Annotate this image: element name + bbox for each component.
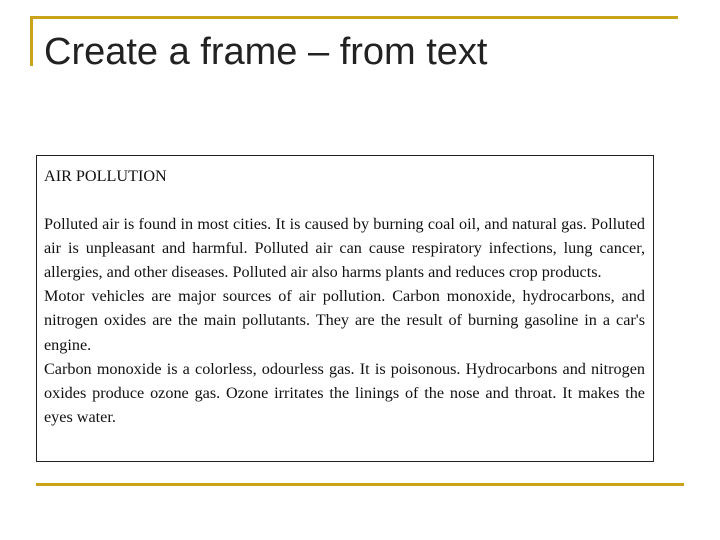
footer-rule (36, 483, 684, 486)
slide-title: Create a frame – from text (44, 31, 488, 73)
text-frame[interactable] (36, 155, 654, 462)
frame-paragraph-1: Polluted air is found in most cities. It is caused by burning coal oil, and natural gas. Polluted air is unpleasant and harmful. Polluted air can cause respiratory infections, lung cancer, allergies, and other diseases. Polluted air also harms plants and reduces crop products. (44, 215, 645, 282)
frame-paragraph-3: Carbon monoxide is a colorless, odourless gas. It is poisonous. Hydrocarbons and nitrogen oxides produce ozone gas. Ozone irritates the linings of the nose and throat. It makes the eyes water. (44, 359, 645, 426)
title-rule-top (30, 16, 678, 19)
frame-heading: AIR POLLUTION (44, 167, 167, 185)
frame-paragraph-2: Motor vehicles are major sources of air pollution. Carbon monoxide, hydrocarbons, and nitrogen oxides are the main pollutants. They are the result of burning gasoline in a car's engine. (44, 287, 645, 354)
title-rule-left (30, 16, 33, 66)
